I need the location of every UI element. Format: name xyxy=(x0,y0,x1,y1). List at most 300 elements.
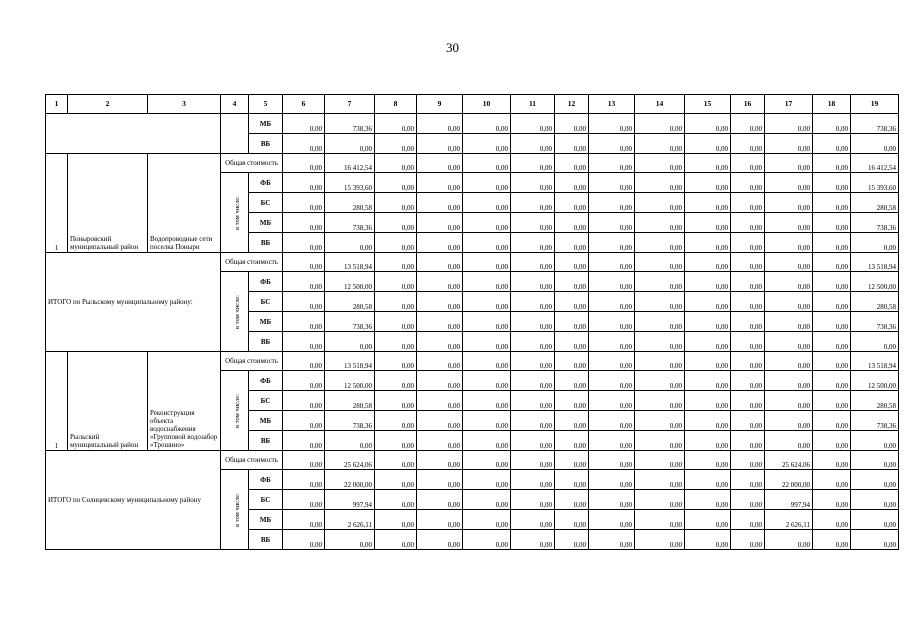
value-cell: 0,00 xyxy=(463,530,511,550)
value-cell: 0,00 xyxy=(283,272,325,292)
value-cell: 0,00 xyxy=(635,134,685,154)
value-cell: 0,00 xyxy=(375,193,417,213)
value-cell: 0,00 xyxy=(813,451,851,470)
value-cell: 0,00 xyxy=(555,114,589,134)
value-cell: 0,00 xyxy=(813,510,851,530)
value-cell: 15 393,60 xyxy=(325,173,375,193)
value-cell: 0,00 xyxy=(283,253,325,272)
value-cell: 0,00 xyxy=(325,134,375,154)
value-cell: 0,00 xyxy=(375,253,417,272)
value-cell: 0,00 xyxy=(731,371,765,391)
funding-type: ФБ xyxy=(249,272,283,292)
value-cell: 0,00 xyxy=(511,193,555,213)
value-cell: 0,00 xyxy=(463,470,511,490)
value-cell: 0,00 xyxy=(511,490,555,510)
value-cell: 0,00 xyxy=(731,431,765,451)
value-cell: 0,00 xyxy=(589,134,635,154)
value-cell: 738,36 xyxy=(325,411,375,431)
value-cell: 0,00 xyxy=(813,292,851,312)
item-index: 1 xyxy=(46,154,68,253)
value-cell: 0,00 xyxy=(283,193,325,213)
value-cell: 0,00 xyxy=(417,530,463,550)
value-cell: 0,00 xyxy=(589,530,635,550)
value-cell: 280,58 xyxy=(325,391,375,411)
value-cell: 0,00 xyxy=(283,312,325,332)
value-cell: 738,36 xyxy=(851,411,899,431)
value-cell: 0,00 xyxy=(417,253,463,272)
value-cell: 0,00 xyxy=(685,253,731,272)
value-cell: 0,00 xyxy=(635,371,685,391)
value-cell: 0,00 xyxy=(417,154,463,173)
table-row xyxy=(46,114,899,134)
value-cell: 0,00 xyxy=(511,332,555,352)
value-cell: 0,00 xyxy=(375,312,417,332)
funding-type: МБ xyxy=(249,114,283,134)
in-total-text: в том числе: xyxy=(233,196,241,230)
value-cell: 738,36 xyxy=(851,312,899,332)
value-cell: 0,00 xyxy=(417,451,463,470)
value-cell: 0,00 xyxy=(375,213,417,233)
funding-type: ФБ xyxy=(249,371,283,391)
value-cell: 0,00 xyxy=(463,292,511,312)
value-cell: 0,00 xyxy=(813,213,851,233)
value-cell: 0,00 xyxy=(685,272,731,292)
value-cell: 0,00 xyxy=(589,154,635,173)
object-name: Реконструкция объекта водоснабжения «Групповой водозабор «Трошино» xyxy=(148,352,221,451)
value-cell: 0,00 xyxy=(685,312,731,332)
value-cell: 0,00 xyxy=(685,530,731,550)
value-cell: 0,00 xyxy=(463,213,511,233)
value-cell: 0,00 xyxy=(731,530,765,550)
value-cell: 12 500,00 xyxy=(325,272,375,292)
value-cell: 0,00 xyxy=(283,451,325,470)
value-cell: 0,00 xyxy=(813,253,851,272)
value-cell: 0,00 xyxy=(851,451,899,470)
value-cell: 0,00 xyxy=(417,193,463,213)
value-cell: 0,00 xyxy=(813,470,851,490)
value-cell: 0,00 xyxy=(511,233,555,253)
value-cell: 0,00 xyxy=(325,530,375,550)
value-cell: 0,00 xyxy=(765,193,813,213)
value-cell: 0,00 xyxy=(589,193,635,213)
value-cell: 0,00 xyxy=(635,352,685,371)
value-cell: 0,00 xyxy=(685,470,731,490)
value-cell: 0,00 xyxy=(731,470,765,490)
column-header: 19 xyxy=(851,95,899,114)
value-cell: 0,00 xyxy=(765,114,813,134)
value-cell: 0,00 xyxy=(635,114,685,134)
value-cell: 16 412,54 xyxy=(325,154,375,173)
value-cell: 0,00 xyxy=(685,114,731,134)
value-cell: 0,00 xyxy=(685,352,731,371)
value-cell: 0,00 xyxy=(589,173,635,193)
value-cell: 0,00 xyxy=(511,431,555,451)
value-cell: 0,00 xyxy=(765,530,813,550)
value-cell: 0,00 xyxy=(765,332,813,352)
value-cell: 15 393,60 xyxy=(851,173,899,193)
funding-type: БС xyxy=(249,391,283,411)
table-row xyxy=(46,95,899,114)
summary-label: ИТОГО по Солнцевскому муниципальному району xyxy=(46,451,221,550)
value-cell: 13 518,94 xyxy=(325,253,375,272)
value-cell: 0,00 xyxy=(765,391,813,411)
value-cell: 0,00 xyxy=(731,114,765,134)
value-cell: 0,00 xyxy=(375,530,417,550)
value-cell: 0,00 xyxy=(813,233,851,253)
value-cell: 0,00 xyxy=(283,352,325,371)
column-header: 11 xyxy=(511,95,555,114)
value-cell: 0,00 xyxy=(463,391,511,411)
value-cell: 0,00 xyxy=(463,451,511,470)
value-cell: 0,00 xyxy=(765,411,813,431)
column-header: 12 xyxy=(555,95,589,114)
value-cell: 0,00 xyxy=(685,431,731,451)
page-number: 30 xyxy=(446,40,459,55)
value-cell: 0,00 xyxy=(463,332,511,352)
value-cell: 2 626,11 xyxy=(765,510,813,530)
value-cell: 0,00 xyxy=(417,411,463,431)
value-cell: 0,00 xyxy=(417,431,463,451)
value-cell: 0,00 xyxy=(417,490,463,510)
value-cell: 0,00 xyxy=(765,292,813,312)
funding-type: МБ xyxy=(249,411,283,431)
value-cell: 0,00 xyxy=(765,312,813,332)
funding-type: БС xyxy=(249,193,283,213)
value-cell: 0,00 xyxy=(731,451,765,470)
value-cell: 0,00 xyxy=(417,332,463,352)
value-cell: 0,00 xyxy=(375,352,417,371)
funding-type: ФБ xyxy=(249,470,283,490)
table-row xyxy=(46,352,899,371)
value-cell: 0,00 xyxy=(325,332,375,352)
value-cell: 0,00 xyxy=(463,510,511,530)
value-cell: 0,00 xyxy=(765,352,813,371)
column-header: 18 xyxy=(813,95,851,114)
column-header: 9 xyxy=(417,95,463,114)
value-cell: 0,00 xyxy=(283,173,325,193)
value-cell: 0,00 xyxy=(813,312,851,332)
value-cell: 0,00 xyxy=(589,312,635,332)
funding-type: МБ xyxy=(249,312,283,332)
funding-type: МБ xyxy=(249,510,283,530)
column-header: 6 xyxy=(283,95,325,114)
value-cell: 0,00 xyxy=(813,154,851,173)
value-cell: 0,00 xyxy=(555,411,589,431)
value-cell: 280,58 xyxy=(851,391,899,411)
value-cell: 0,00 xyxy=(685,510,731,530)
value-cell: 0,00 xyxy=(511,470,555,490)
value-cell: 0,00 xyxy=(851,510,899,530)
value-cell: 12 500,00 xyxy=(851,371,899,391)
value-cell: 0,00 xyxy=(463,490,511,510)
funding-type: ВБ xyxy=(249,332,283,352)
value-cell: 0,00 xyxy=(555,431,589,451)
value-cell: 0,00 xyxy=(417,292,463,312)
value-cell: 16 412,54 xyxy=(851,154,899,173)
value-cell: 738,36 xyxy=(851,114,899,134)
value-cell: 0,00 xyxy=(589,292,635,312)
value-cell: 0,00 xyxy=(417,312,463,332)
value-cell: 0,00 xyxy=(589,332,635,352)
value-cell: 0,00 xyxy=(555,332,589,352)
value-cell: 0,00 xyxy=(417,352,463,371)
value-cell: 0,00 xyxy=(731,272,765,292)
value-cell: 738,36 xyxy=(325,114,375,134)
value-cell: 0,00 xyxy=(731,292,765,312)
column-header: 8 xyxy=(375,95,417,114)
value-cell: 0,00 xyxy=(283,371,325,391)
value-cell: 0,00 xyxy=(851,431,899,451)
value-cell: 13 518,94 xyxy=(325,352,375,371)
value-cell: 0,00 xyxy=(813,193,851,213)
value-cell: 0,00 xyxy=(635,451,685,470)
value-cell: 0,00 xyxy=(375,371,417,391)
value-cell: 0,00 xyxy=(555,352,589,371)
value-cell: 0,00 xyxy=(463,154,511,173)
item-index: 1 xyxy=(46,352,68,451)
column-header: 14 xyxy=(635,95,685,114)
value-cell: 0,00 xyxy=(589,470,635,490)
value-cell: 0,00 xyxy=(511,173,555,193)
value-cell: 0,00 xyxy=(813,371,851,391)
value-cell: 0,00 xyxy=(765,134,813,154)
value-cell: 0,00 xyxy=(635,193,685,213)
value-cell: 738,36 xyxy=(325,312,375,332)
value-cell: 0,00 xyxy=(555,371,589,391)
value-cell: 0,00 xyxy=(555,134,589,154)
value-cell: 0,00 xyxy=(511,154,555,173)
value-cell: 0,00 xyxy=(511,371,555,391)
in-total-label xyxy=(221,272,249,352)
value-cell: 0,00 xyxy=(635,431,685,451)
value-cell: 0,00 xyxy=(555,253,589,272)
value-cell: 0,00 xyxy=(375,272,417,292)
value-cell: 0,00 xyxy=(731,173,765,193)
value-cell: 0,00 xyxy=(375,431,417,451)
value-cell: 0,00 xyxy=(685,332,731,352)
value-cell: 0,00 xyxy=(283,233,325,253)
value-cell: 0,00 xyxy=(635,391,685,411)
value-cell: 0,00 xyxy=(283,292,325,312)
district-name: Поныровский муниципальный район xyxy=(68,154,148,253)
value-cell: 0,00 xyxy=(511,134,555,154)
value-cell: 0,00 xyxy=(589,510,635,530)
value-cell: 0,00 xyxy=(851,530,899,550)
value-cell: 0,00 xyxy=(555,193,589,213)
value-cell: 0,00 xyxy=(685,154,731,173)
value-cell: 0,00 xyxy=(589,490,635,510)
value-cell: 0,00 xyxy=(635,490,685,510)
value-cell: 0,00 xyxy=(635,292,685,312)
value-cell: 0,00 xyxy=(463,114,511,134)
value-cell: 0,00 xyxy=(463,134,511,154)
in-total-label xyxy=(221,470,249,550)
value-cell: 0,00 xyxy=(283,391,325,411)
value-cell: 0,00 xyxy=(555,173,589,193)
value-cell: 0,00 xyxy=(635,253,685,272)
value-cell: 0,00 xyxy=(635,530,685,550)
value-cell: 0,00 xyxy=(765,371,813,391)
value-cell: 0,00 xyxy=(589,391,635,411)
value-cell: 0,00 xyxy=(589,253,635,272)
column-header: 17 xyxy=(765,95,813,114)
value-cell: 0,00 xyxy=(731,193,765,213)
table-row xyxy=(46,451,899,470)
value-cell: 997,94 xyxy=(765,490,813,510)
value-cell: 0,00 xyxy=(283,530,325,550)
value-cell: 0,00 xyxy=(685,411,731,431)
value-cell: 0,00 xyxy=(813,352,851,371)
value-cell: 280,58 xyxy=(851,193,899,213)
value-cell: 25 624,06 xyxy=(325,451,375,470)
value-cell: 0,00 xyxy=(555,292,589,312)
value-cell: 0,00 xyxy=(283,431,325,451)
value-cell: 0,00 xyxy=(511,352,555,371)
total-cost-label: Общая стоимость xyxy=(221,451,283,470)
value-cell: 0,00 xyxy=(463,431,511,451)
value-cell: 0,00 xyxy=(555,154,589,173)
funding-type: ВБ xyxy=(249,233,283,253)
value-cell: 0,00 xyxy=(555,530,589,550)
value-cell: 0,00 xyxy=(635,233,685,253)
value-cell: 0,00 xyxy=(635,411,685,431)
value-cell: 0,00 xyxy=(685,233,731,253)
value-cell: 280,58 xyxy=(325,193,375,213)
value-cell: 0,00 xyxy=(635,154,685,173)
value-cell: 0,00 xyxy=(375,114,417,134)
column-header: 4 xyxy=(221,95,249,114)
in-total-text: в том числе: xyxy=(233,493,241,527)
value-cell: 280,58 xyxy=(325,292,375,312)
value-cell: 0,00 xyxy=(589,272,635,292)
total-cost-label: Общая стоимость xyxy=(221,253,283,272)
column-header: 16 xyxy=(731,95,765,114)
value-cell: 0,00 xyxy=(851,470,899,490)
value-cell: 0,00 xyxy=(463,193,511,213)
value-cell: 0,00 xyxy=(283,470,325,490)
funding-type: ФБ xyxy=(249,173,283,193)
value-cell: 12 500,00 xyxy=(851,272,899,292)
value-cell: 2 626,11 xyxy=(325,510,375,530)
value-cell: 0,00 xyxy=(685,134,731,154)
value-cell: 0,00 xyxy=(417,510,463,530)
value-cell: 0,00 xyxy=(731,352,765,371)
value-cell: 0,00 xyxy=(417,272,463,292)
value-cell: 13 518,94 xyxy=(851,253,899,272)
value-cell: 0,00 xyxy=(851,233,899,253)
in-total-label xyxy=(221,371,249,451)
value-cell: 0,00 xyxy=(851,134,899,154)
value-cell: 12 500,00 xyxy=(325,371,375,391)
value-cell: 0,00 xyxy=(685,391,731,411)
value-cell: 0,00 xyxy=(325,431,375,451)
value-cell: 0,00 xyxy=(635,332,685,352)
value-cell: 0,00 xyxy=(589,213,635,233)
value-cell: 0,00 xyxy=(589,352,635,371)
total-cost-label: Общая стоимость xyxy=(221,352,283,371)
value-cell: 0,00 xyxy=(375,470,417,490)
value-cell: 25 624,06 xyxy=(765,451,813,470)
value-cell: 0,00 xyxy=(375,490,417,510)
object-name: Водопроводные сети поселка Поныри xyxy=(148,154,221,253)
value-cell: 0,00 xyxy=(511,213,555,233)
value-cell: 0,00 xyxy=(589,371,635,391)
value-cell: 0,00 xyxy=(731,411,765,431)
value-cell: 0,00 xyxy=(463,371,511,391)
value-cell: 0,00 xyxy=(417,391,463,411)
value-cell: 0,00 xyxy=(511,530,555,550)
column-header: 10 xyxy=(463,95,511,114)
empty-cell xyxy=(46,114,221,154)
value-cell: 0,00 xyxy=(555,312,589,332)
value-cell: 0,00 xyxy=(375,292,417,312)
value-cell: 0,00 xyxy=(325,233,375,253)
value-cell: 0,00 xyxy=(463,173,511,193)
value-cell: 0,00 xyxy=(283,213,325,233)
value-cell: 0,00 xyxy=(463,272,511,292)
value-cell: 0,00 xyxy=(417,213,463,233)
value-cell: 0,00 xyxy=(511,272,555,292)
value-cell: 0,00 xyxy=(813,530,851,550)
funding-type: ВБ xyxy=(249,530,283,550)
value-cell: 0,00 xyxy=(731,391,765,411)
value-cell: 0,00 xyxy=(731,213,765,233)
value-cell: 0,00 xyxy=(765,213,813,233)
value-cell: 0,00 xyxy=(375,233,417,253)
funding-table xyxy=(45,94,899,550)
value-cell: 0,00 xyxy=(635,272,685,292)
value-cell: 0,00 xyxy=(813,173,851,193)
value-cell: 0,00 xyxy=(511,292,555,312)
value-cell: 0,00 xyxy=(511,253,555,272)
value-cell: 0,00 xyxy=(635,510,685,530)
column-header: 3 xyxy=(148,95,221,114)
column-header: 7 xyxy=(325,95,375,114)
value-cell: 0,00 xyxy=(375,510,417,530)
total-cost-label: Общая стоимость xyxy=(221,154,283,173)
value-cell: 0,00 xyxy=(283,411,325,431)
value-cell: 0,00 xyxy=(417,173,463,193)
column-header: 1 xyxy=(46,95,68,114)
value-cell: 0,00 xyxy=(283,154,325,173)
value-cell: 0,00 xyxy=(417,470,463,490)
value-cell: 0,00 xyxy=(635,173,685,193)
district-name: Рыльский муниципальный район xyxy=(68,352,148,451)
value-cell: 0,00 xyxy=(851,490,899,510)
value-cell: 22 000,00 xyxy=(765,470,813,490)
empty-cell xyxy=(221,114,249,154)
value-cell: 0,00 xyxy=(555,391,589,411)
value-cell: 0,00 xyxy=(511,391,555,411)
value-cell: 0,00 xyxy=(555,451,589,470)
value-cell: 0,00 xyxy=(813,431,851,451)
value-cell: 0,00 xyxy=(813,272,851,292)
value-cell: 0,00 xyxy=(463,233,511,253)
value-cell: 0,00 xyxy=(731,332,765,352)
value-cell: 0,00 xyxy=(511,114,555,134)
value-cell: 0,00 xyxy=(685,371,731,391)
value-cell: 0,00 xyxy=(283,134,325,154)
funding-type: ВБ xyxy=(249,134,283,154)
funding-type: БС xyxy=(249,292,283,312)
value-cell: 0,00 xyxy=(283,490,325,510)
value-cell: 0,00 xyxy=(555,470,589,490)
value-cell: 0,00 xyxy=(375,134,417,154)
value-cell: 0,00 xyxy=(555,272,589,292)
value-cell: 0,00 xyxy=(417,371,463,391)
value-cell: 0,00 xyxy=(765,272,813,292)
value-cell: 0,00 xyxy=(375,173,417,193)
